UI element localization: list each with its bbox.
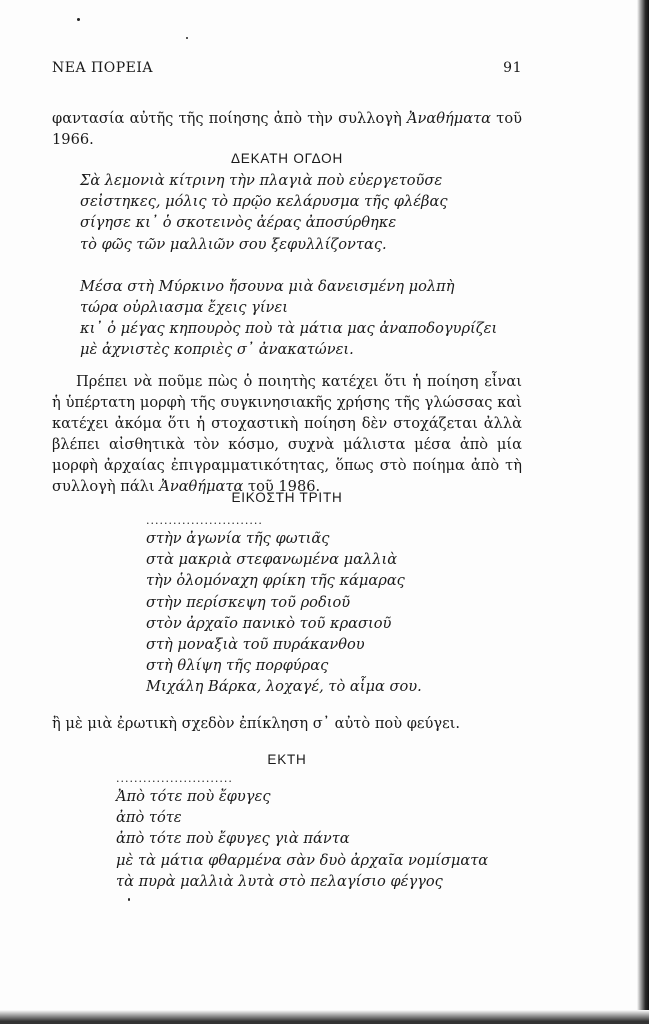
poem-line: στὴν ἀγωνία τῆς φωτιᾶς	[146, 530, 330, 547]
scan-speck	[128, 898, 130, 901]
poem-line: τὰ πυρὰ μαλλιὰ λυτὰ στὸ πελαγίσιο φέγγος	[116, 872, 443, 890]
poem-line: ἀπὸ τότε ποὺ ἔφυγες γιὰ πάντα	[116, 830, 350, 848]
poem-line: στὴ μοναξιὰ τοῦ πυράκανθου	[146, 636, 365, 654]
poem-line: Σὰ λεμονιὰ κίτρινη τὴν πλαγιὰ ποὺ εὐεργετοῦσε	[80, 172, 443, 189]
poem-3	[116, 772, 488, 892]
scan-speck	[77, 18, 80, 21]
page-edge-shadow	[0, 1010, 649, 1024]
intro-line: φαντασία αὐτῆς τῆς ποίησης ἀπὸ τὴν συλλογὴ Ἀναθήματα τοῦ 1966.	[52, 110, 522, 148]
running-head: ΝΕΑ ΠΟΡΕΙΑ	[52, 60, 153, 76]
poem-line: στὴ θλίψη τῆς πορφύρας	[146, 657, 329, 675]
poem-line: Μιχάλη Βάρκα, λοχαγέ, τὸ αἷμα σου.	[146, 678, 422, 696]
poem-1	[80, 170, 497, 361]
book-title: Ἀναθήματα	[406, 110, 492, 127]
book-title: Ἀναθήματα	[159, 478, 244, 495]
body-paragraph: Πρέπει νὰ ποῦμε πὼς ὁ ποιητὴς κατέχει ὅτι ἡ ποίηση εἶναι ἡ ὑπέρτατη μορφὴ τῆς συγκινησιακῆς χρήσης τῆς γλώσσας καὶ κατέχει ἀκόμα ὅτι ἡ στοχαστικὴ ποίηση δὲν στοχάζεται ἀλλὰ βλέπει αἰσθητικὰ τὸν κόσμο, συχνὰ μάλιστα μέσα ἀπὸ μία μορφὴ ἀρχαίας ἐπιγραμματικότητας, ὅπως στὸ ποίημα ἀπὸ τὴ συλλογὴ πάλι Ἀναθήματα τοῦ 1986.	[52, 373, 522, 495]
poem-line: σεἰστηκες, μόλις τὸ πρῷο κελάρυσμα τῆς φλέβας	[80, 193, 448, 211]
page-edge-shadow	[637, 0, 649, 1024]
poem-line: μὲ ἀχνιστὲς κοπριὲς σ᾽ ἀνακατώνει.	[80, 341, 354, 359]
page-number: 91	[503, 60, 522, 76]
poem-2	[146, 514, 422, 698]
ellipsis: ..........................	[146, 514, 263, 527]
ellipsis: ..........................	[116, 772, 233, 785]
connector-line: ἢ μὲ μιὰ ἐρωτικὴ σχεδὸν ἐπίκληση σ᾽ αὐτὸ ποὺ φεύγει.	[52, 715, 461, 732]
poem-title-1: ΔΕΚΑΤΗ ΟΓΔΟΗ	[230, 151, 344, 166]
poem-line: Ἀπὸ τότε ποὺ ἔφυγες	[116, 788, 271, 805]
poem-line: σίγησε κι᾽ ὁ σκοτεινὸς ἀέρας ἀποσύρθηκε	[80, 214, 397, 232]
poem-title-2: ΕΙΚΟΣΤΗ ΤΡΙΤΗ	[231, 490, 343, 505]
poem-line: στὴν περίσκεψη τοῦ ροδιοῦ	[146, 593, 351, 611]
poem-line: μὲ τὰ μάτια φθαρμένα σὰν δυὸ ἀρχαῖα νομίσματα	[116, 851, 489, 869]
poem-line: ἀπὸ τότε	[116, 809, 182, 827]
poem-line: τὸ φῶς τῶν μαλλιῶν σου ξεφυλλίζοντας.	[80, 235, 387, 253]
scan-speck	[186, 37, 188, 39]
poem-line: στὸν ἀρχαῖο πανικὸ τοῦ κρασιοῦ	[146, 614, 392, 632]
poem-line: Μέσα στὴ Μύρκινο ἤσουνα μιὰ δανεισμένη μολπὴ	[80, 277, 455, 295]
poem-line: τὴν ὁλομόναχη φρίκη τῆς κάμαρας	[146, 572, 405, 590]
poem-line: στὰ μακριὰ στεφανωμένα μαλλιὰ	[146, 551, 398, 569]
poem-line: κι᾽ ὁ μέγας κηπουρὸς ποὺ τὰ μάτια μας ἀναποδογυρίζει	[80, 320, 498, 338]
poem-line: τώρα οὐρλιασμα ἔχεις γίνει	[80, 299, 288, 317]
poem-title-3: ΕΚΤΗ	[267, 752, 307, 767]
